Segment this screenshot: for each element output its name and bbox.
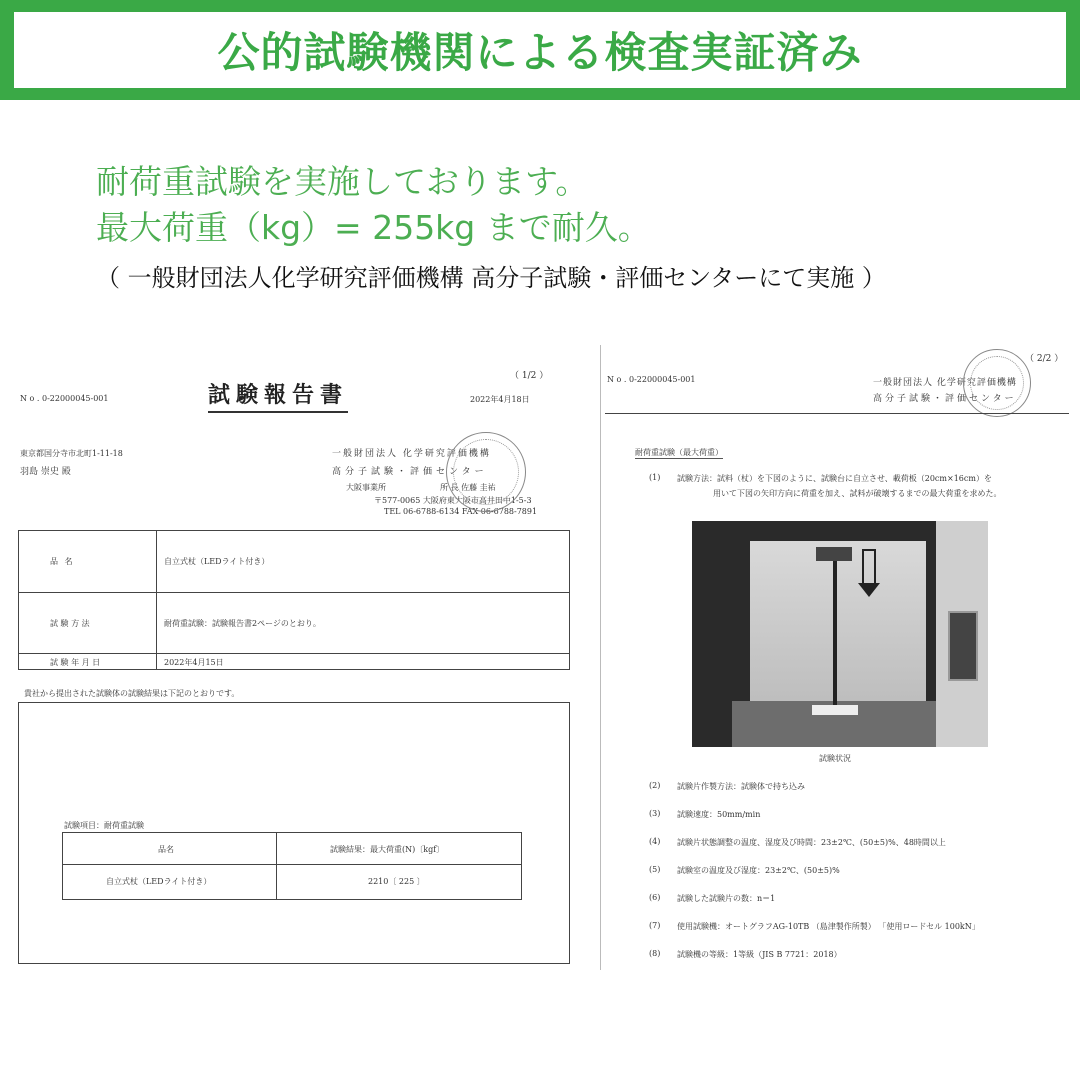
results-table-divider [276,832,277,900]
row-value-product: 自立式杖（LEDライト付き） [164,557,270,566]
issuer-tel: TEL 06-6788-6134 FAX 06-6788-7891 [384,507,538,516]
row-value-method: 耐荷重試験：試験報告書2ページのとおり。 [164,619,321,628]
item-number: (4) [649,837,661,846]
item-number: (3) [649,809,661,818]
result-intro: 貴社から提出された試験体の試験結果は下記のとおりです。 [24,689,240,698]
results-product-name: 自立式杖（LEDライト付き） [106,877,212,886]
results-table-row-line [62,864,522,865]
info-table [18,530,570,670]
official-seal-icon [446,432,526,512]
photo-caption: 試験状況 [819,754,851,763]
item-1-line-1: 試験方法：試料（杖）を下図のように、試験台に自立させ、載荷板（20cm×16cm）を [677,474,992,483]
official-seal-icon [963,349,1031,417]
info-table-row-line [18,592,570,593]
lead-line-2: 最大荷重（kg）= 255kg まで耐久。 [96,208,651,247]
header-banner [0,0,1080,100]
issuer-org: 一般財団法人 化学研究評価機構 [873,378,1017,388]
section-title: 耐荷重試験（最大荷重） [635,448,723,457]
test-photo [692,521,988,747]
item-text: 試験機の等級：1等級（JIS B 7721：2018） [677,950,842,959]
info-table-row-line [18,653,570,654]
header-banner-inner [14,12,1066,88]
report-title: 試験報告書 [208,378,348,413]
lead-note: （ 一般財団法人化学研究評価機構 高分子試験・評価センターにて実施 ） [96,264,886,292]
issuer-center: 高分子試験・評価センター [873,394,1017,404]
item-text: 試験室の温度及び湿度：23±2℃、(50±5)% [677,866,840,875]
test-report-page-1 [16,362,580,962]
info-table-divider [156,530,157,670]
item-number: (8) [649,949,661,958]
issuer-office: 大阪事業所 [346,483,386,492]
row-label-date: 試 験 年 月 日 [50,658,101,667]
row-label-product: 品 名 [50,557,75,566]
down-arrow-icon [862,549,876,585]
results-header-value: 試験結果：最大荷重(N)〔kgf〕 [330,845,445,854]
report-number: N o . 0-22000045-001 [607,375,696,384]
page-title: 公的試験機関による検査実証済み [217,28,863,77]
test-item: 試験項目：耐荷重試験 [64,821,144,830]
cane-specimen [833,561,837,707]
item-text: 試験した試験片の数：n＝1 [677,894,776,903]
issuer-postal: 〒577-0065 大阪府東大阪市高井田中1-5-3 [374,496,532,505]
issuer-manager: 所 長 佐藤 圭祐 [440,483,496,492]
item-1-number: (1) [649,473,661,482]
page-number: （ 2/2 ） [1025,354,1064,364]
item-text: 試験速度：50mm/min [677,810,761,819]
results-table [62,832,522,900]
load-plate [816,547,852,561]
issuer-org: 一般財団法人 化学研究評価機構 [332,449,491,459]
item-number: (6) [649,893,661,902]
lead-line-1: 耐荷重試験を実施しております。 [96,162,589,201]
item-number: (7) [649,921,661,930]
row-value-date: 2022年4月15日 [164,658,224,667]
item-number: (5) [649,865,661,874]
results-header-name: 品名 [158,845,174,854]
item-number: (2) [649,781,661,790]
item-text: 試験片作製方法：試験体で持ち込み [677,782,805,791]
test-report-page-2 [600,345,1072,970]
row-label-method: 試 験 方 法 [50,619,90,628]
page-number: （ 1/2 ） [510,371,549,381]
header-rule [605,413,1069,414]
item-1-line-2: 用いて下図の矢印方向に荷重を加え、試料が破壊するまでの最大荷重を求めた。 [713,489,1002,498]
client-address: 東京都国分寺市北町1-11-18 [20,449,123,458]
client-name: 羽島 崇史 殿 [20,467,71,477]
report-date: 2022年4月18日 [470,395,530,404]
item-text: 使用試験機：オートグラフAG-10TB （島津製作所製） 「使用ロードセル 100kN」 [677,922,980,931]
issuer-center: 高分子試験・評価センター [332,467,488,477]
report-number: N o . 0-22000045-001 [20,394,109,403]
item-text: 試験片状態調整の温度、湿度及び時間：23±2℃、(50±5)%、48時間以上 [677,838,946,847]
results-max-load: 2210〔 225 〕 [368,877,425,886]
